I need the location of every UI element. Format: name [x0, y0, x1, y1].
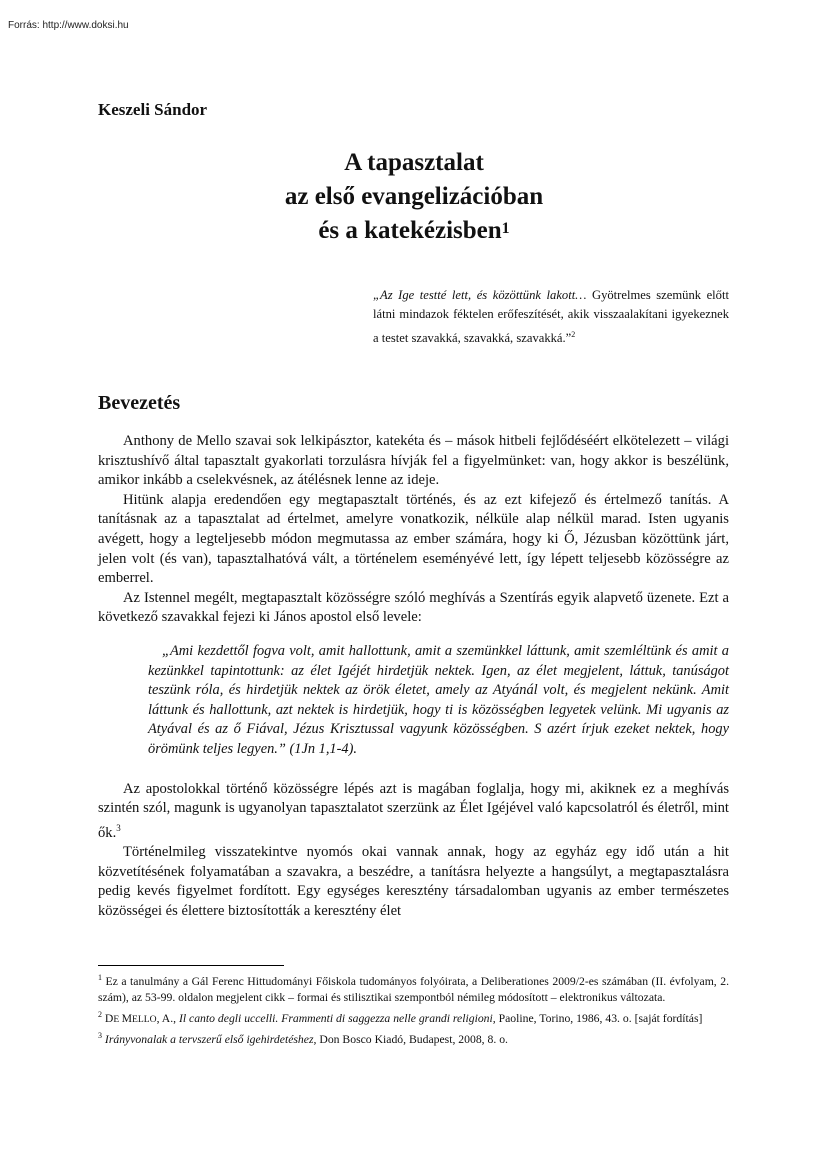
author-initial-d: D: [104, 1011, 114, 1025]
footnote-ref-2[interactable]: 2: [571, 329, 576, 339]
epigraph-text: Gyötrelmes szemünk előtt látni mindazok féktelen erőfeszítését, akik visszaalakítani igyekeznek a testet szavakká, szavakká, szavakká.”: [373, 288, 729, 345]
title-line-3-text: és a katekézisben: [318, 217, 502, 244]
paragraph-1: Anthony de Mello szavai sok lelkipásztor, katekéta és – mások hitbeli fejlődéséért elkötelezett – világi krisztushívő által tapasztalt gyakorlati torzulásra hívják fel a figyelmünket: van, hogy akkor is beszélünk, amikor inkább a cselekvésnek, az átélésnek lenne az ideje.: [98, 433, 729, 489]
footnote-3-mark: 3: [98, 1031, 102, 1041]
epigraph-italic: „Az Ige testté lett, és közöttünk lakott…: [373, 288, 587, 302]
footnote-2: [98, 1007, 729, 1028]
footnote-separator: [98, 965, 284, 966]
page-title: [98, 146, 730, 248]
footnote-1-mark: 1: [98, 973, 102, 982]
footnote-2-mark: 2: [98, 1009, 102, 1019]
footnote-2-author: [105, 1012, 176, 1025]
footnote-ref-1[interactable]: 1: [501, 220, 510, 237]
paragraph-5: Történelmileg visszatekintve nyomós okai vannak annak, hogy az egyház egy idő után a hit közvetítésének folyamatában a szavakra, a beszédre, a tanításra helyezte a hangsúlyt, a megtapasztalásra pedig kevés figyelmet fordított. Egy egységes keresztény társadalomban ugyanis az ember természetes közösségei és élettere biztosították a keresztény élet: [98, 844, 729, 919]
paragraph-2: Hitünk alapja eredendően egy megtapasztalt történés, és az ezt kifejező és értelmező tanítás. A tanításnak az a tapasztalat ad értelmet, amelyre vonatkozik, nélküle alap nélkül marad. Isten ugyanis avégett, hogy a legteljesebb módon megmutassa az ember számára, hogy ki Ő, Jézusban közöttünk járt, jelen volt (és van), tapasztalhatóvá vált, a történelem eseményévé lett, így lépett teljesebb közösségre az emberrel.: [98, 491, 729, 587]
paragraph-4-text: Az apostolokkal történő közösségre lépés azt is magában foglalja, hogy mi, akiknek ez a meghívás szintén szól, magunk is ugyanolyan tapasztalatot szerzünk az Élet Igéjével való kapcsolatról és életről, mint ők.: [98, 780, 729, 841]
footnote-2-rest: Paoline, Torino, 1986, 43. o. [saját fordítás]: [495, 1011, 703, 1025]
title-line-3: [98, 214, 730, 248]
footnotes: [98, 970, 729, 1049]
title-line-2: az első evangelizációban: [284, 183, 544, 210]
paragraph-4: [98, 780, 729, 844]
paragraph-3: Az Istennel megélt, megtapasztalt közösségre szóló meghívás a Szentírás egyik alapvető üzenete. Ezt a következő szavakkal fejezi ki János apostol első levele:: [98, 589, 729, 626]
author-initial-m: M: [121, 1011, 133, 1025]
title-line-1: A tapasztalat: [344, 149, 484, 176]
footnote-1: [98, 970, 729, 1007]
footnote-2-title: Il canto degli uccelli. Frammenti di saggezza nelle grandi religioni,: [176, 1011, 496, 1025]
footnote-3-title: Irányvonalak a tervszerű első igehirdetéshez,: [102, 1033, 317, 1047]
footnote-ref-3[interactable]: 3: [116, 822, 121, 833]
bible-quote: „Ami kezdettől fogva volt, amit hallottunk, amit a szemünkkel láttunk, amit szemléltünk és amit a kezünkkel tapintottunk: az élet Igéjét hirdetjük nektek. Igen, az élet megjelent, láttuk, tanúságot teszünk róla, és hirdetjük nektek az örök életet, amely az Atyánál volt, és megjelent nekünk. Amit láttunk és hallottunk, azt nektek is hirdetjük, hogy ti is közösségben legyetek velünk. Mi ugyanis az Atyával és az ő Fiával, Jézus Krisztussal vagyunk közösségben. S azért írjuk ezeket nektek, hogy örömünk teljes legyen.” (1Jn 1,1-4).: [148, 642, 729, 757]
footnote-3-rest: Don Bosco Kiadó, Budapest, 2008, 8. o.: [316, 1033, 508, 1047]
body-text: [98, 432, 729, 922]
author-initials: , A.,: [156, 1011, 177, 1025]
footnote-1-text: Ez a tanulmány a Gál Ferenc Hittudományi Főiskola tudományos folyóirata, a Deliberationes 2009/2-es számában (II. évfolyam, 2. szám), az 53-99. oldalon megjelent cikk – formai és stilisztikai szempontból némileg módosított – elektronikus változata.: [98, 974, 729, 1005]
author-name: Keszeli Sándor: [98, 100, 208, 119]
footnote-3: [98, 1028, 729, 1048]
author-smallcaps-e: E: [113, 1013, 122, 1025]
source-url: Forrás: http://www.doksi.hu: [8, 20, 129, 31]
section-heading: Bevezetés: [98, 392, 181, 414]
author-smallcaps-ello: ELLO: [132, 1013, 157, 1025]
epigraph: [373, 286, 729, 348]
